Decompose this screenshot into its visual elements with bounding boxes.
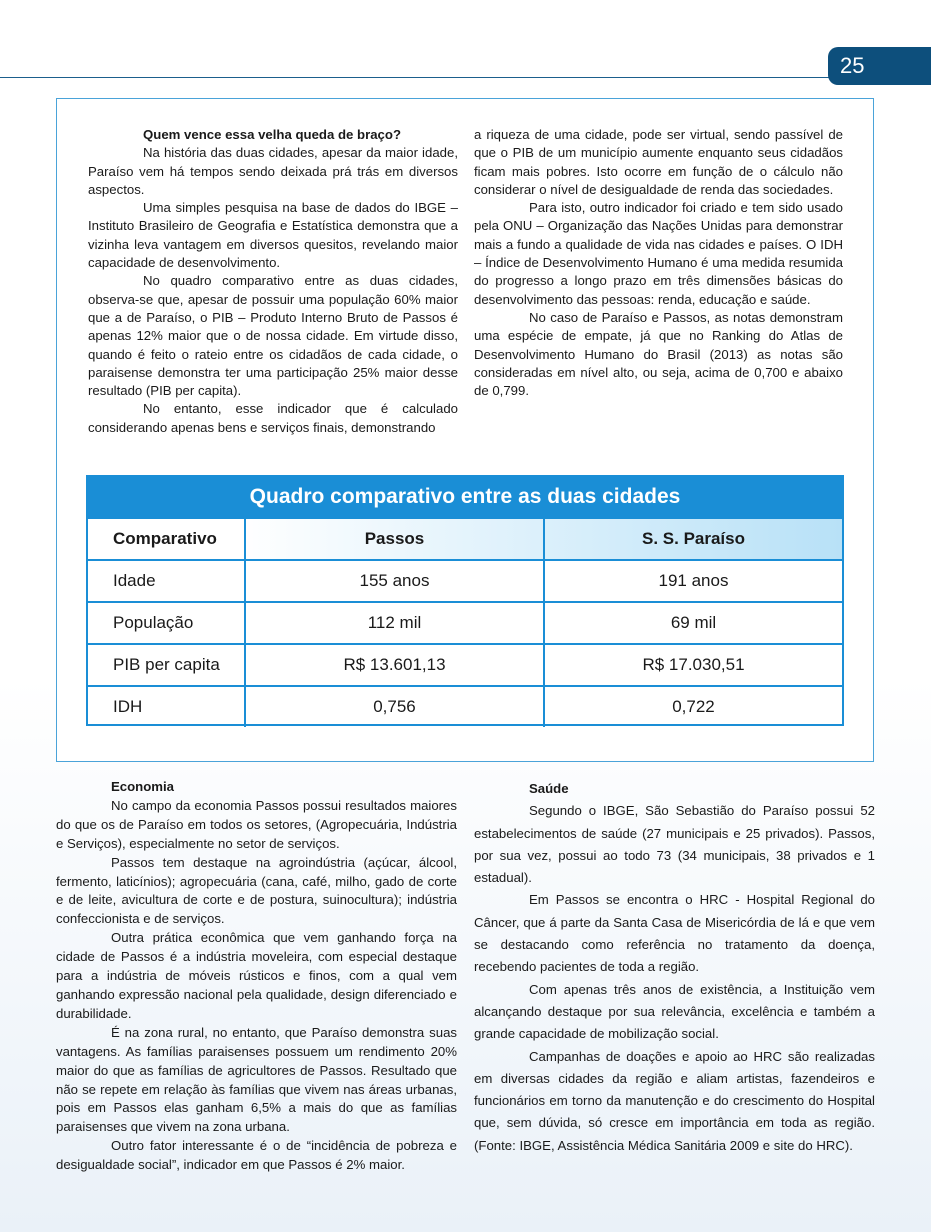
saude-column xyxy=(474,778,875,1157)
paragraph: No entanto, esse indicador que é calculado considerando apenas bens e serviços finais, demonstrando xyxy=(88,401,458,435)
table-row xyxy=(88,559,842,601)
paragraph: Passos tem destaque na agroindústria (açúcar, álcool, fermento, laticínios); agropecuária (cana, café, milho, gado de corte e de leite, avicultura de corte e de postura, suinocultura); indústria confeccionista e de serviços. xyxy=(56,854,457,927)
header-cell: S. S. Paraíso xyxy=(642,529,745,548)
paragraph: No quadro comparativo entre as duas cidades, observa-se que, apesar de possuir uma população 60% maior que a de Paraíso, o PIB – Produto Interno Bruto de Passos é apenas 12% maior que o de nossa cidade. Em virtude disso, quando é feito o rateio entre os cidadãos de cada cidade, o paraisense demonstra ter uma participação 25% maior desse resultado (PIB per capita). xyxy=(88,273,458,399)
paragraph: Na história das duas cidades, apesar da maior idade, Paraíso vem há tempos sendo deixada prá trás em diversos aspectos. xyxy=(88,145,458,197)
paragraph: Campanhas de doações e apoio ao HRC são realizadas em diversas cidades da região e aliam artistas, fazendeiros e funcionários em torno da manutenção e do crescimento do Hospital que, sem dúvida, só cresce em importância em toda as região. (Fonte: IBGE, Assistência Médica Sanitária 2009 e site do HRC). xyxy=(474,1048,875,1153)
paragraph: Uma simples pesquisa na base de dados do IBGE – Instituto Brasileiro de Geografia e Estatística demonstra que a vizinha leva vantagem em diversos quesitos, revelando maior capacidade de desenvolvimento. xyxy=(88,200,458,271)
table-title: Quadro comparativo entre as duas cidades xyxy=(88,477,842,517)
table-row xyxy=(88,685,842,727)
section-heading: Economia xyxy=(111,779,175,794)
paragraph: a riqueza de uma cidade, pode ser virtual, sendo passível de que o PIB de um município aumente enquanto seus cidadãos ficam mais pobres. Isto ocorre em função de o cálculo não considerar o nível de desigualdade de renda das sociedades. xyxy=(474,127,843,197)
comparison-table xyxy=(86,475,844,726)
table-cell: PIB per capita xyxy=(88,645,246,685)
header-cell: Passos xyxy=(246,519,545,559)
table-cell: População xyxy=(88,603,246,643)
paragraph: É na zona rural, no entanto, que Paraíso demonstra suas vantagens. As famílias paraisenses possuem um rendimento 20% maior do que as famílias de agricultores de Passos. Resultado que não se repete em relação às famílias que vivem nas áreas urbanas, pois em Passos elas ganham 6,5% a mais do que as famílias paraisenses que vivem na zona urbana. xyxy=(56,1024,457,1135)
table-cell: 0,756 xyxy=(246,687,545,727)
table-cell: Idade xyxy=(88,561,246,601)
page-number: 25 xyxy=(828,47,931,85)
intro-column-2 xyxy=(474,126,843,400)
paragraph: Segundo o IBGE, São Sebastião do Paraíso possui 52 estabelecimentos de saúde (27 municipais e 25 privados). Passos, por sua vez, possui ao todo 73 (34 municipais, 38 privados e 1 estadual). xyxy=(474,803,875,886)
table-cell: 191 anos xyxy=(658,571,729,590)
paragraph: Com apenas três anos de existência, a Instituição vem alcançando destaque por sua relevância, excelência e também a grande capacidade de mobilização social. xyxy=(474,981,875,1042)
header-rule xyxy=(0,77,840,78)
table-cell: R$ 13.601,13 xyxy=(246,645,545,685)
table-header-row xyxy=(88,517,842,559)
table-cell: 155 anos xyxy=(246,561,545,601)
economia-column xyxy=(56,778,457,1175)
paragraph: Em Passos se encontra o HRC - Hospital Regional do Câncer, que á parte da Santa Casa de Misericórdia de lá e que vem se destacando como referência no tratamento da doença, recebendo pacientes de toda a região. xyxy=(474,892,875,975)
paragraph: No caso de Paraíso e Passos, as notas demonstram uma espécie de empate, já que no Ranking do Atlas de Desenvolvimento Humano do Brasil (2013) as notas são consideradas em nível alto, ou seja, acima de 0,700 e abaixo de 0,799. xyxy=(474,309,843,399)
header-cell: Comparativo xyxy=(88,519,246,559)
paragraph: Outro fator interessante é o de “incidência de pobreza e desigualdade social”, indicador em que Passos é 2% maior. xyxy=(56,1138,457,1173)
table-cell: 112 mil xyxy=(246,603,545,643)
section-heading: Saúde xyxy=(529,781,569,796)
table-cell: 0,722 xyxy=(672,697,715,716)
table-cell: 69 mil xyxy=(670,613,717,632)
section-heading: Quem vence essa velha queda de braço? xyxy=(143,127,401,142)
table-cell: IDH xyxy=(88,687,246,727)
table-row xyxy=(88,643,842,685)
table-cell: R$ 17.030,51 xyxy=(642,655,745,674)
table-row xyxy=(88,601,842,643)
paragraph: No campo da economia Passos possui resultados maiores do que os de Paraíso em todos os setores, (Agropecuária, Indústria e Serviços), especialmente no setor de serviços. xyxy=(56,797,457,851)
paragraph: Para isto, outro indicador foi criado e tem sido usado pela ONU – Organização das Nações Unidas para demonstrar mais a fundo a qualidade de vida nas cidades e países. O IDH – Índice de Desenvolvimento Humano é uma medida resumida do progresso a longo prazo em três dimensões básicas do desenvolvimento das pessoas: renda, educação e saúde. xyxy=(474,200,843,307)
intro-column-1 xyxy=(88,126,458,437)
paragraph: Outra prática econômica que vem ganhando força na cidade de Passos é a indústria moveleira, com especial destaque para a indústria de móveis rústicos e finos, com a qual vem ganhando expressão nacional pela qualidade, design diferenciado e durabilidade. xyxy=(56,930,457,1021)
